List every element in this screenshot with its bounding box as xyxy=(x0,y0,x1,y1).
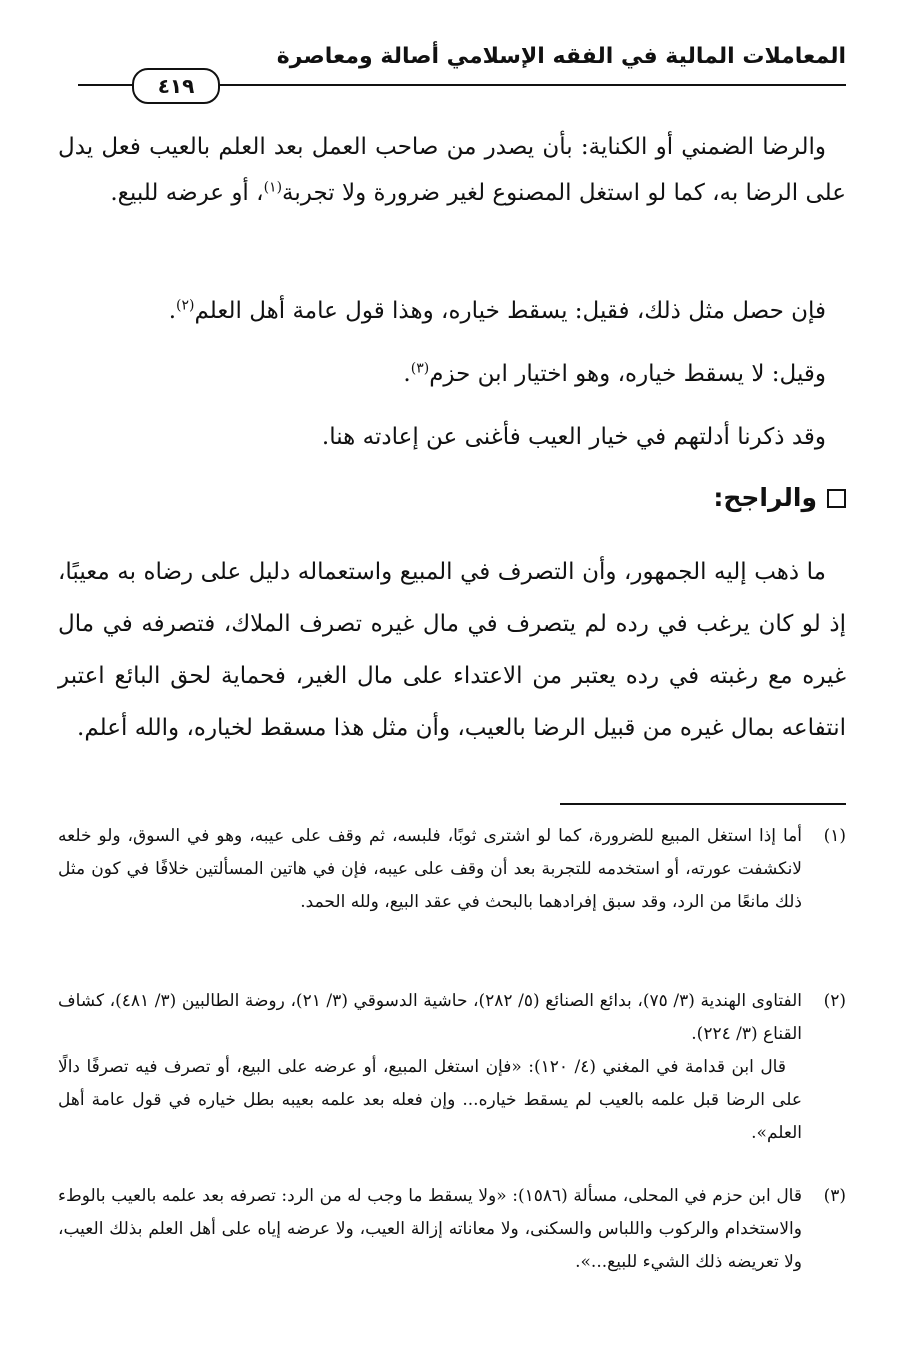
square-bullet-icon xyxy=(827,489,846,508)
footnote-number: (٢) xyxy=(823,991,846,1011)
paragraph-text: وقيل: لا يسقط خياره، وهو اختيار ابن حزم xyxy=(429,361,826,387)
running-title: المعاملات المالية في الفقه الإسلامي أصالة ومعاصرة xyxy=(276,44,846,69)
footnote-separator xyxy=(560,803,846,805)
section-heading xyxy=(713,478,846,518)
footnote-body xyxy=(58,985,802,1150)
footnote-quote: قال ابن قدامة في المغني (٤/ ١٢٠): «فإن استغل المبيع، أو عرضه على البيع، أو تصرف فيه تصرفًا دالًا على الرضا قبل علمه بالعيب لم يسقط خياره... وإن فعله بعد علمه بعيبه بطل خياره في قول عامة أهل العلم». xyxy=(58,1057,802,1143)
footnote-ref-1[interactable]: (١) xyxy=(263,179,283,196)
paragraph-tail: . xyxy=(168,298,176,324)
page-number: ٤١٩ xyxy=(132,68,220,104)
paragraph-text: فإن حصل مثل ذلك، فقيل: يسقط خياره، وهذا قول عامة أهل العلم xyxy=(194,298,826,324)
paragraph-implicit-consent xyxy=(58,124,846,216)
paragraph-preferred-view: ما ذهب إليه الجمهور، وأن التصرف في المبيع واستعماله دليل على رضاه به معيبًا، إذ لو كان يرغب في رده لم يتصرف في مال غيره تصرف الملاك، فتصرفه في مال غيره مع رغبته في رده يعتبر من الاعتداء على مال الغير، فحماية لحق البائع اعتبر انتفاعه بمال غيره من قبيل الرضا بالعيب، وأن مثل هذا مسقط لخياره، والله أعلم. xyxy=(58,559,846,741)
section-heading-text: والراجح: xyxy=(713,483,817,512)
footnote-3 xyxy=(58,1180,846,1279)
footnote-text: قال ابن حزم في المحلى، مسألة (١٥٨٦): «ولا يسقط ما وجب له من الرد: تصرفه بعد علمه بالعيب بالوطء والاستخدام والركوب واللباس والسكنى، ولا معاناته إزالة العيب، ولا عرضه إياه على أهل العلم بذلك العيب، ولا تعريضه ذلك الشيء للبيع...». xyxy=(58,1186,802,1272)
footnote-1 xyxy=(58,820,846,919)
footnote-ref-2[interactable]: (٢) xyxy=(176,297,195,314)
paragraph-tail: . xyxy=(403,361,411,387)
paragraph-ibn-hazm-opinion xyxy=(58,351,846,397)
footnote-number: (١) xyxy=(823,826,846,846)
paragraph-evidence-note: وقد ذكرنا أدلتهم في خيار العيب فأغنى عن إعادته هنا. xyxy=(321,424,826,450)
footnote-ref-3[interactable]: (٣) xyxy=(410,360,430,377)
footnote-text: أما إذا استغل المبيع للضرورة، كما لو اشترى ثوبًا، فلبسه، ثم وقف على عيبه، وهو في السوق، ولو خلعه لانكشفت عورته، أو استخدمه للتجربة بعد أن وقف على عيبه، فإن في هاتين المسألتين خلافًا في كون مثل ذلك مانعًا من الرد، وقد سبق إفرادهما بالبحث في عقد البيع، ولله الحمد. xyxy=(58,826,802,912)
paragraph-tail: ، أو عرضه للبيع. xyxy=(110,180,264,206)
footnote-2 xyxy=(58,985,846,1150)
paragraph-text: والرضا الضمني أو الكناية: بأن يصدر من صاحب العمل بعد العلم بالعيب فعل يدل على الرضا به، كما لو استغل المصنوع لغير ضرورة ولا تجربة xyxy=(58,134,846,206)
footnote-text: الفتاوى الهندية (٣/ ٧٥)، بدائع الصنائع (٥/ ٢٨٢)، حاشية الدسوقي (٣/ ٢١)، روضة الطالبين (٣/ ٤٨١)، كشاف القناع (٣/ ٢٢٤). xyxy=(58,991,803,1044)
paragraph-majority-opinion xyxy=(58,288,846,334)
footnote-number: (٣) xyxy=(823,1186,846,1206)
